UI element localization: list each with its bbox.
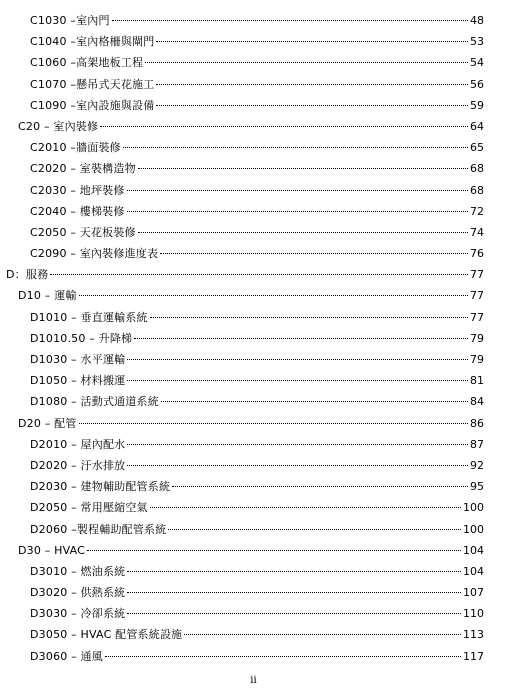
dot-leader: [127, 571, 461, 572]
toc-entry-title: D2020 – 汙水排放: [30, 458, 126, 472]
dot-leader: [168, 529, 461, 530]
toc-entry[interactable]: [0, 116, 507, 137]
toc-entry-page-number: 77: [470, 310, 484, 324]
toc-entry[interactable]: [0, 582, 507, 603]
toc-entry-page-number: 65: [470, 141, 484, 155]
toc-entry-title: C20 – 室內裝修: [18, 119, 99, 133]
dot-leader: [138, 168, 468, 169]
toc-entry-page-number: 74: [470, 225, 484, 239]
toc-entry-title: D20 – 配管: [18, 416, 77, 430]
dot-leader: [156, 41, 468, 42]
toc-entry[interactable]: [0, 540, 507, 561]
dot-leader: [161, 401, 468, 402]
dot-leader: [112, 20, 468, 21]
toc-entry-page-number: 84: [470, 395, 484, 409]
toc-entry-page-number: 113: [463, 628, 484, 642]
toc-entry[interactable]: [0, 434, 507, 455]
dot-leader: [87, 550, 461, 551]
toc-entry-page-number: 53: [470, 35, 484, 49]
toc-entry[interactable]: [0, 201, 507, 222]
toc-entry[interactable]: [0, 413, 507, 434]
toc-entry[interactable]: [0, 455, 507, 476]
dot-leader: [150, 507, 461, 508]
dot-leader: [127, 465, 468, 466]
toc-entry-page-number: 92: [470, 458, 484, 472]
toc-entry-title: D2030 – 建物輔助配管系統: [30, 480, 171, 494]
toc-entry-page-number: 64: [470, 119, 484, 133]
toc-entry[interactable]: [0, 328, 507, 349]
toc-entry-page-number: 95: [470, 480, 484, 494]
toc-entry-page-number: 56: [470, 77, 484, 91]
toc-entry-page-number: 48: [470, 14, 484, 27]
toc-entry-title: D1080 – 活動式通道系統: [30, 395, 159, 409]
dot-leader: [156, 105, 468, 106]
dot-leader: [184, 634, 461, 635]
toc-entry-title: D1030 – 水平運輸: [30, 353, 126, 366]
toc-entry-title: C1030 –室內門: [30, 14, 110, 27]
dot-leader: [127, 444, 468, 445]
toc-entry[interactable]: [0, 31, 507, 52]
toc-entry-page-number: 107: [463, 586, 484, 600]
toc-entry-page-number: 72: [470, 204, 484, 218]
toc-entry[interactable]: [0, 243, 507, 264]
toc-entry[interactable]: [0, 603, 507, 624]
dot-leader: [138, 232, 468, 233]
toc-entry-page-number: 68: [470, 162, 484, 176]
dot-leader: [127, 211, 468, 212]
table-of-contents: [0, 10, 507, 667]
toc-entry-page-number: 59: [470, 98, 484, 112]
toc-entry[interactable]: [0, 519, 507, 540]
dot-leader: [172, 486, 468, 487]
dot-leader: [79, 295, 468, 296]
toc-entry-page-number: 79: [470, 331, 484, 345]
toc-entry-title: D1050 – 材料搬運: [30, 374, 126, 388]
toc-entry[interactable]: [0, 307, 507, 328]
toc-entry[interactable]: [0, 349, 507, 370]
dot-leader: [50, 274, 468, 275]
toc-entry-page-number: 100: [463, 522, 484, 536]
toc-entry-title: C2090 – 室內裝修進度表: [30, 247, 159, 261]
toc-entry[interactable]: [0, 646, 507, 667]
toc-entry[interactable]: [0, 285, 507, 306]
toc-entry-title: C2040 – 樓梯裝修: [30, 204, 125, 218]
dot-leader: [150, 317, 468, 318]
toc-entry-page-number: 54: [470, 56, 484, 70]
dot-leader: [127, 380, 468, 381]
toc-entry[interactable]: [0, 370, 507, 391]
dot-leader: [156, 84, 468, 85]
dot-leader: [145, 62, 468, 63]
toc-entry-page-number: 79: [470, 353, 484, 366]
toc-entry-page-number: 86: [470, 416, 484, 430]
toc-entry[interactable]: [0, 624, 507, 645]
toc-entry-title: D3050 – HVAC 配管系統設施: [30, 628, 183, 642]
toc-entry-title: D1010 – 垂直運輸系統: [30, 310, 148, 324]
toc-entry-page-number: 77: [470, 289, 484, 303]
dot-leader: [105, 656, 461, 657]
toc-entry[interactable]: [0, 74, 507, 95]
toc-entry-title: D2050 – 常用壓縮空氣: [30, 501, 148, 515]
toc-entry-page-number: 68: [470, 183, 484, 197]
dot-leader: [123, 147, 468, 148]
toc-entry[interactable]: [0, 222, 507, 243]
toc-entry-page-number: 100: [463, 501, 484, 515]
toc-entry-title: D30 – HVAC: [18, 543, 86, 557]
toc-entry[interactable]: [0, 497, 507, 518]
toc-entry-page-number: 81: [470, 374, 484, 388]
toc-entry-title: D3010 – 燃油系統: [30, 564, 126, 578]
toc-entry-page-number: 117: [463, 649, 484, 663]
toc-entry-page-number: 77: [470, 268, 484, 282]
toc-entry[interactable]: [0, 158, 507, 179]
toc-entry[interactable]: [0, 561, 507, 582]
toc-entry-title: D2060 –製程輔助配管系統: [30, 522, 167, 536]
toc-entry-title: C2010 –牆面裝修: [30, 141, 121, 155]
dot-leader: [127, 190, 468, 191]
toc-entry-page-number: 76: [470, 247, 484, 261]
toc-entry-title: C2020 – 室裝構造物: [30, 162, 136, 176]
dot-leader: [160, 253, 468, 254]
toc-entry-title: D3020 – 供熱系統: [30, 586, 126, 600]
toc-entry[interactable]: [0, 476, 507, 497]
toc-entry-title: D：服務: [6, 268, 49, 282]
toc-entry-page-number: 104: [463, 564, 484, 578]
dot-leader: [127, 613, 461, 614]
toc-entry-title: C1060 –高架地板工程: [30, 56, 144, 70]
toc-entry-page-number: 87: [470, 437, 484, 451]
dot-leader: [127, 592, 461, 593]
toc-entry-title: D3030 – 冷卻系統: [30, 607, 126, 621]
page-number: ii: [250, 675, 257, 686]
toc-entry-title: D10 – 運輸: [18, 289, 77, 303]
toc-entry-title: C2050 – 天花板裝修: [30, 225, 136, 239]
toc-entry-page-number: 104: [463, 543, 484, 557]
toc-entry-title: D1010.50 – 升降梯: [30, 331, 133, 345]
toc-entry-title: D3060 – 通風: [30, 649, 103, 663]
dot-leader: [127, 359, 468, 360]
toc-entry[interactable]: [0, 10, 507, 31]
toc-entry[interactable]: [0, 264, 507, 285]
toc-entry[interactable]: [0, 137, 507, 158]
toc-entry-title: C2030 – 地坪裝修: [30, 183, 125, 197]
toc-entry-page-number: 110: [463, 607, 484, 621]
dot-leader: [134, 338, 468, 339]
toc-entry[interactable]: [0, 95, 507, 116]
toc-entry-title: D2010 – 屋內配水: [30, 437, 126, 451]
dot-leader: [100, 126, 468, 127]
toc-entry-title: C1040 –室內格柵與閘門: [30, 35, 155, 49]
toc-entry-title: C1090 –室內設施與設備: [30, 98, 155, 112]
toc-entry[interactable]: [0, 391, 507, 412]
toc-entry[interactable]: [0, 52, 507, 73]
dot-leader: [79, 423, 468, 424]
toc-entry[interactable]: [0, 180, 507, 201]
toc-entry-title: C1070 –懸吊式天花施工: [30, 77, 155, 91]
